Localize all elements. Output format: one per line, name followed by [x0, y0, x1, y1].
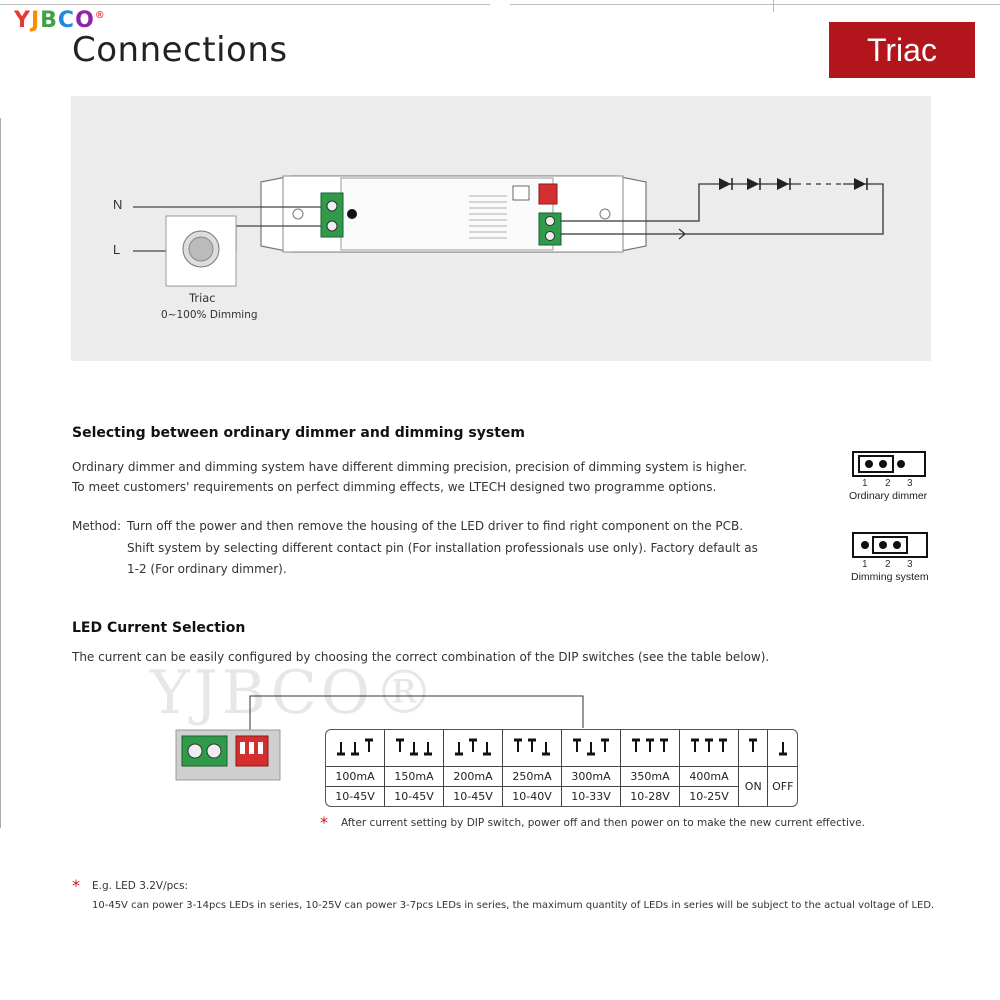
logo-letter-1: Y: [14, 8, 31, 33]
footer-text: 10-45V can power 3-14pcs LEDs in series, 10-25V can power 3-7pcs LEDs in series, the maximum quantity of LEDs in series will be subject to the actual voltage of LED.: [92, 900, 935, 911]
jumper1-pin-3: 3: [907, 478, 913, 489]
dip-switch-icon: [775, 734, 791, 758]
dip-switch-icon: [628, 734, 672, 758]
neutral-label: N: [113, 197, 123, 212]
jumper1-pin-1: 1: [862, 478, 868, 489]
dip-current-cell: 400mA: [679, 766, 738, 786]
logo-letter-4: C: [57, 8, 76, 33]
triac-badge: Triac: [829, 22, 975, 78]
dip-current-cell: 300mA: [561, 766, 620, 786]
note-star-icon: *: [320, 813, 328, 832]
jumper2-label: Dimming system: [851, 571, 929, 583]
dimmer-title: Triac: [189, 291, 216, 305]
jumper-bridge-1-2: [858, 455, 894, 473]
dip-voltage-cell: 10-45V: [335, 789, 375, 803]
watermark: YJBCO®: [150, 658, 438, 728]
dip-voltage-cell: 10-28V: [620, 786, 679, 806]
dip-switch-icon: [569, 734, 613, 758]
dip-pattern-cell: [326, 730, 384, 766]
dip-pattern-cell: [502, 730, 561, 766]
dip-pattern-cell: [561, 730, 620, 766]
page-title: Connections: [72, 30, 288, 70]
dip-voltage-cell: 10-45V: [384, 786, 443, 806]
logo-letter-3: B: [40, 8, 58, 33]
wiring-svg: [71, 96, 931, 361]
section-heading-current: LED Current Selection: [72, 620, 246, 636]
wiring-diagram: [71, 96, 931, 361]
top-rule-left: [0, 4, 490, 5]
dip-voltage-cell: 10-25V: [679, 786, 738, 806]
registered-mark: ®: [94, 10, 106, 21]
dip-pattern-cell: [443, 730, 502, 766]
method-line-3: 1-2 (For ordinary dimmer).: [127, 562, 287, 576]
dip-switch-icon: [510, 734, 554, 758]
current-para: The current can be easily configured by choosing the correct combination of the DIP switches (see the table below).: [72, 650, 770, 664]
dip-switch-icon: [392, 734, 436, 758]
logo-letter-2: J: [30, 8, 41, 33]
jumper-ordinary-dimmer: [852, 451, 926, 477]
dimmer-para-2: To meet customers' requirements on perfect dimming effects, we LTECH designed two programme options.: [72, 480, 717, 494]
dip-pattern-cell: [620, 730, 679, 766]
jumper-dimming-system: [852, 532, 928, 558]
dip-switch-icon: [745, 734, 761, 758]
dip-switch-icon: [333, 734, 377, 758]
dip-on-symbol-cell: [738, 730, 768, 766]
footer-example: E.g. LED 3.2V/pcs:: [92, 880, 189, 892]
dip-voltage-cell: 10-45V: [443, 786, 502, 806]
dip-on-label: ON: [738, 766, 768, 806]
dip-current-cell: 150mA: [384, 766, 443, 786]
dimmer-para-1: Ordinary dimmer and dimming system have different dimming precision, precision of dimming system is higher.: [72, 460, 747, 474]
jumper2-pin-1: 1: [862, 559, 868, 570]
jumper2-pin-2: 2: [885, 559, 891, 570]
dip-pattern-cell: [384, 730, 443, 766]
jumper1-pin-2: 2: [885, 478, 891, 489]
footer-star-icon: *: [72, 876, 80, 895]
dip-switch-table: [325, 729, 798, 807]
jumper-bridge-2-3: [872, 536, 908, 554]
line-label: L: [113, 242, 121, 257]
dip-current-cell: 200mA: [443, 766, 502, 786]
dip-note: After current setting by DIP switch, power off and then power on to make the new current effective.: [341, 817, 865, 829]
dip-voltage-cell: 10-40V: [502, 786, 561, 806]
dip-current-cell: 250mA: [502, 766, 561, 786]
dip-switch-block: [539, 184, 557, 204]
dip-switch-icon: [687, 734, 731, 758]
jumper1-label: Ordinary dimmer: [849, 490, 928, 502]
dip-off-symbol-cell: [768, 730, 797, 766]
dip-current-cell: 350mA: [620, 766, 679, 786]
dimmer-subtitle: 0~100% Dimming: [161, 309, 258, 321]
top-rule-right: [510, 4, 1000, 5]
dip-voltage-cell: 10-33V: [561, 786, 620, 806]
dip-off-label: OFF: [768, 766, 797, 806]
method-line-2: Shift system by selecting different contact pin (For installation professionals use only). Factory default as: [127, 541, 758, 555]
top-right-divider: [773, 0, 774, 12]
dip-switch-icon: [451, 734, 495, 758]
dip-current-cell: 100mA: [335, 769, 375, 783]
method-line-1: Turn off the power and then remove the housing of the LED driver to find right component on the PCB.: [127, 519, 744, 533]
logo-letter-5: O: [75, 8, 95, 33]
jumper2-pin-3: 3: [907, 559, 913, 570]
dip-pattern-cell: [679, 730, 738, 766]
left-margin-line: [0, 118, 1, 828]
section-heading-dimmer: Selecting between ordinary dimmer and dimming system: [72, 425, 525, 441]
method-label: Method:: [72, 519, 122, 533]
